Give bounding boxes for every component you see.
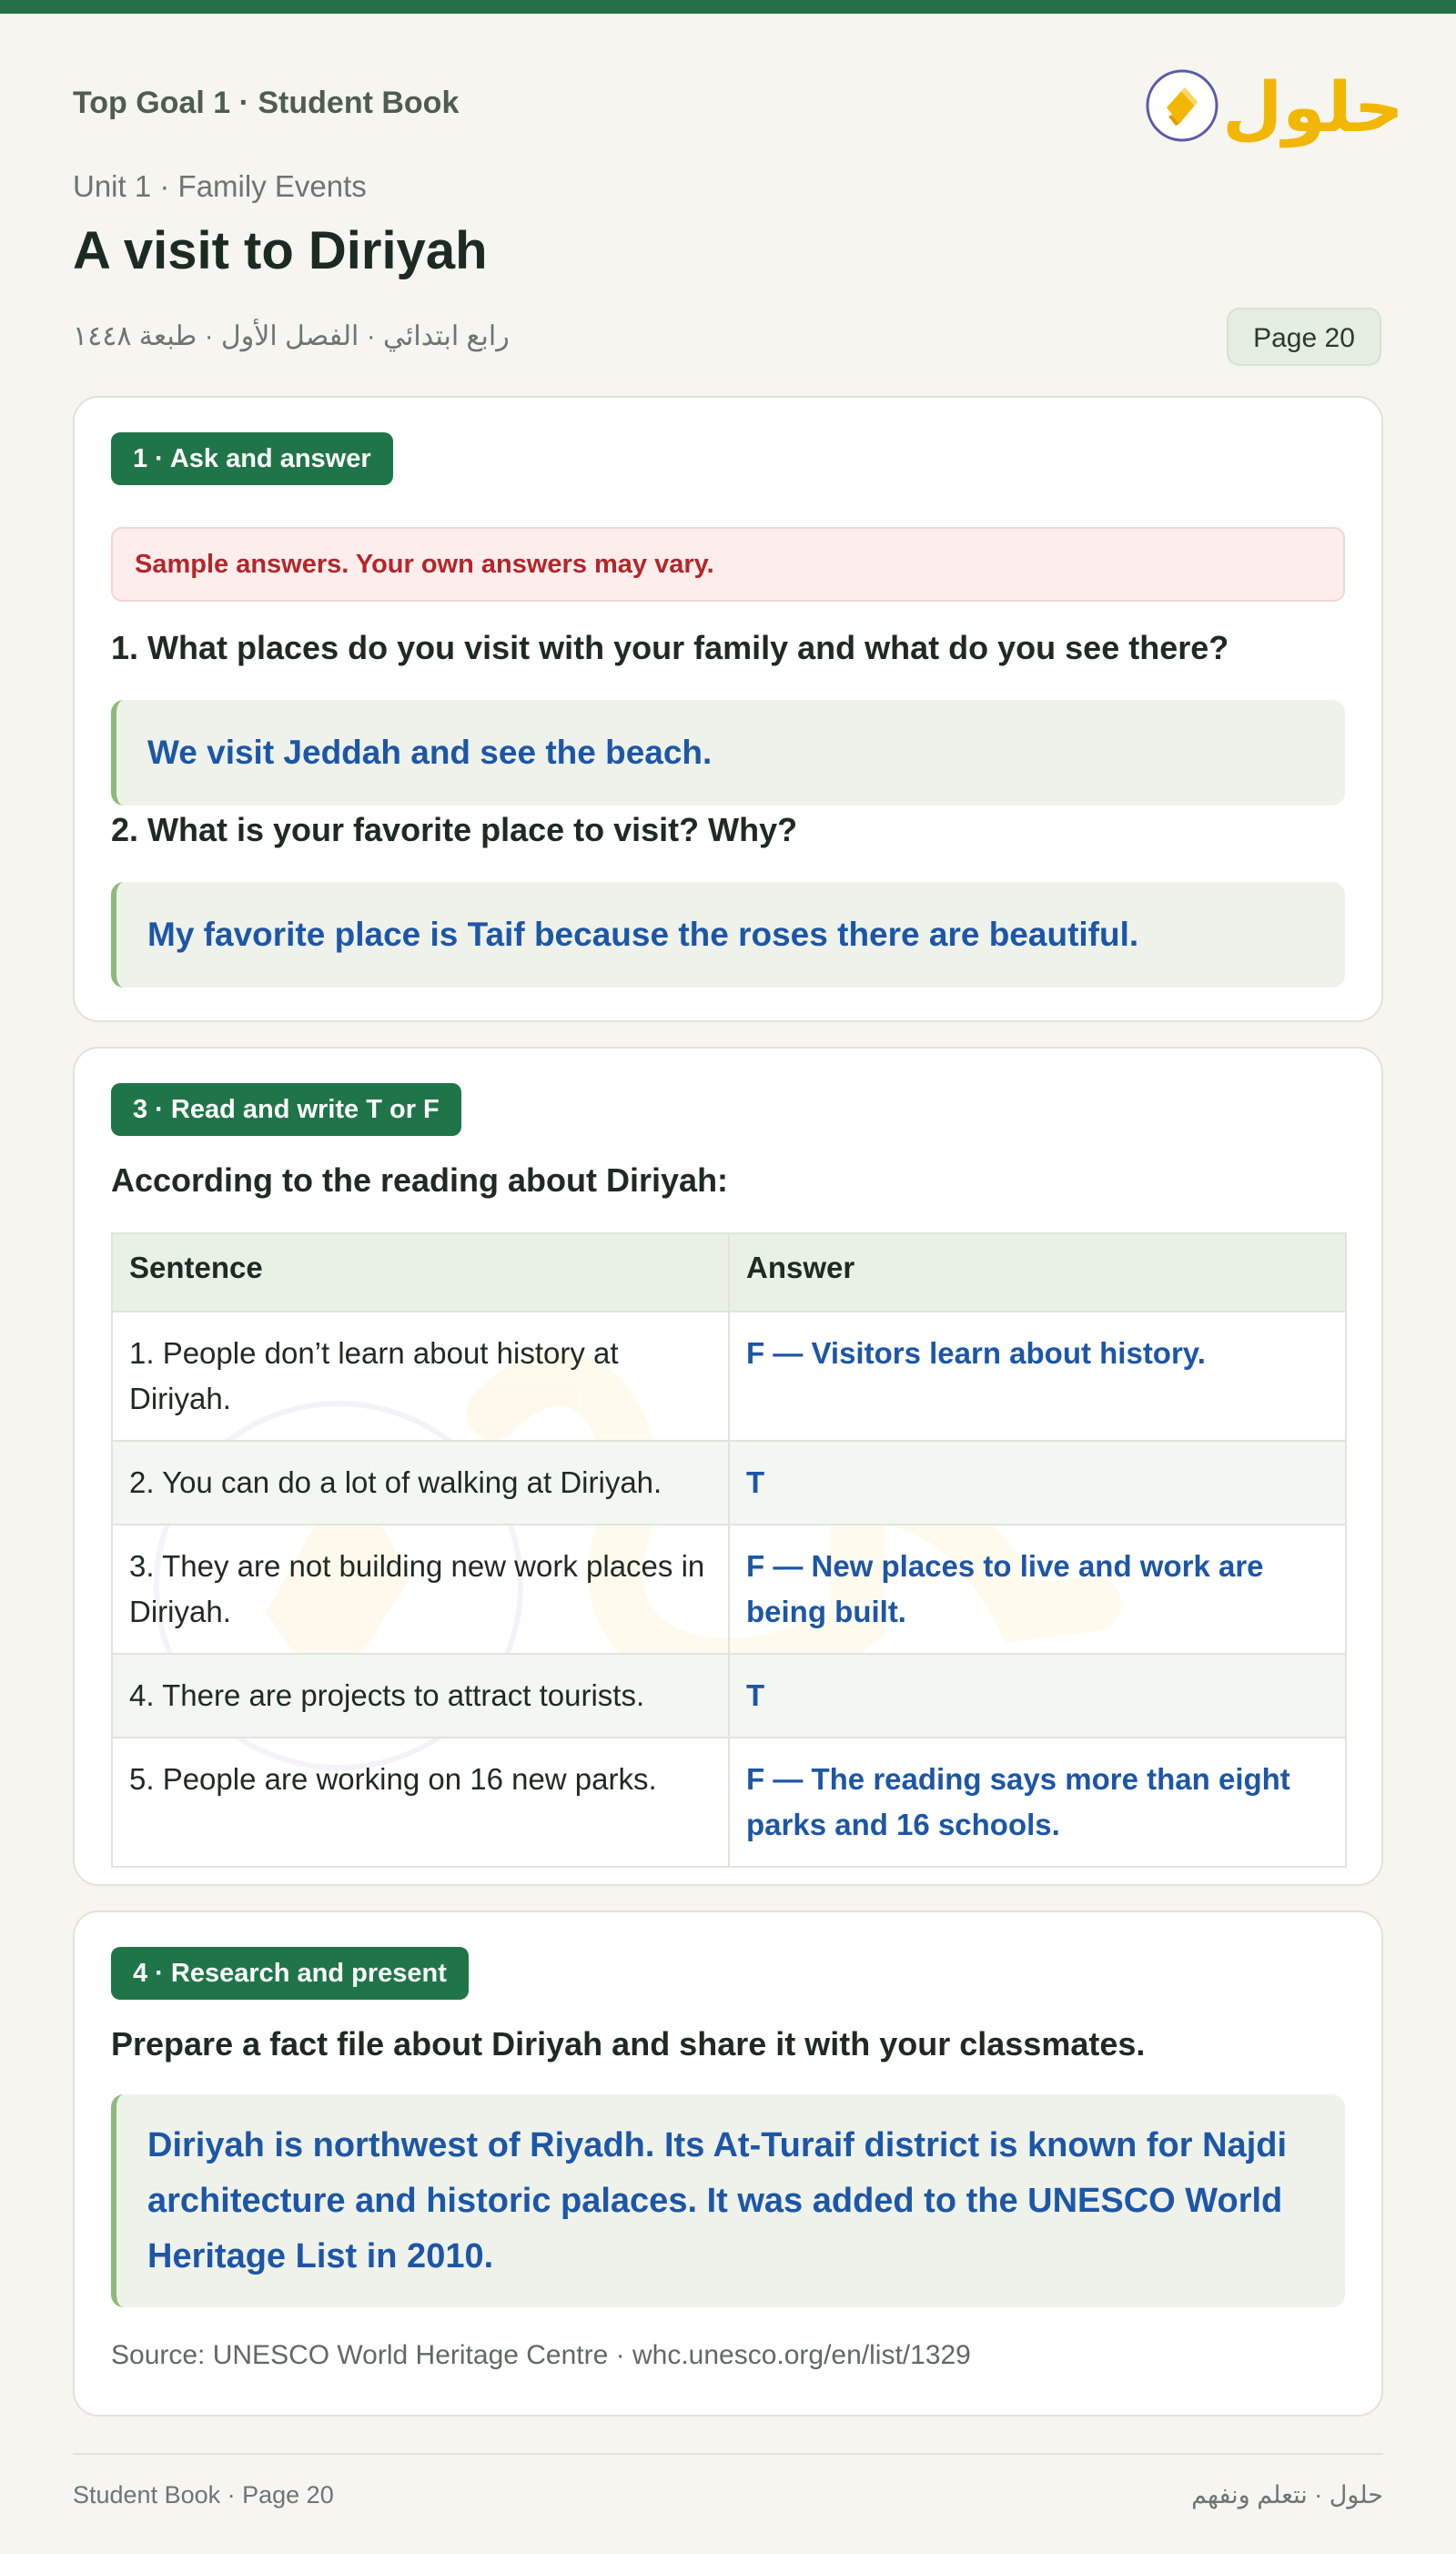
sentence-cell: 3. They are not building new work places in Diriyah. (112, 1525, 729, 1654)
source-citation: Source: UNESCO World Heritage Centre · whc.unesco.org/en/list/1329 (111, 2340, 971, 2370)
page-title: A visit to Diriyah (73, 221, 488, 280)
column-header-sentence: Sentence (112, 1233, 729, 1312)
research-prompt: Prepare a fact file about Diriyah and share it with your classmates. (111, 2025, 1146, 2062)
section-true-false (73, 1047, 1383, 1886)
answer-cell: F — New places to live and work are being built. (729, 1525, 1346, 1654)
footer-page-label: Student Book · Page 20 (73, 2481, 334, 2508)
sentence-cell: 1. People don’t learn about history at Diriyah. (112, 1312, 729, 1441)
table-row (112, 1525, 1346, 1654)
section-label: 3 · Read and write T or F (111, 1083, 461, 1136)
answer-cell: T (729, 1441, 1346, 1525)
answer-cell: T (729, 1654, 1346, 1738)
hulul-logo (1145, 60, 1404, 151)
answer-2: My favorite place is Taif because the roses there are beautiful. (111, 882, 1345, 988)
page-number-badge: Page 20 (1227, 308, 1381, 366)
fact-file-answer: Diriyah is northwest of Riyadh. Its At-Turaif district is known for Najdi architecture and historic palaces. It was added to the UNESCO World Heritage List in 2010. (111, 2094, 1345, 2307)
section-label: 4 · Research and present (111, 1947, 469, 2000)
true-false-table (111, 1232, 1347, 1868)
table-row (112, 1312, 1346, 1441)
section-research-and-present (73, 1910, 1383, 2417)
table-row (112, 1738, 1346, 1867)
sentence-cell: 5. People are working on 16 new parks. (112, 1738, 729, 1867)
answer-cell: F — Visitors learn about history. (729, 1312, 1346, 1441)
svg-text:حلول: حلول (1222, 66, 1404, 147)
unit-label: Unit 1 · Family Events (73, 169, 367, 203)
footer-brand-tagline: حلول · نتعلم ونفهم (1191, 2481, 1383, 2508)
book-title: Top Goal 1 · Student Book (73, 86, 460, 120)
table-header-row (112, 1233, 1346, 1312)
table-row (112, 1654, 1346, 1738)
table-row (112, 1441, 1346, 1525)
answer-1: We visit Jeddah and see the beach. (111, 700, 1345, 806)
sentence-cell: 4. There are projects to attract tourists. (112, 1654, 729, 1738)
answer-cell: F — The reading says more than eight parks and 16 schools. (729, 1738, 1346, 1867)
sample-answers-note: Sample answers. Your own answers may vary. (111, 527, 1345, 602)
sentence-cell: 2. You can do a lot of walking at Diriyah. (112, 1441, 729, 1525)
grade-meta-arabic: رابع ابتدائي · الفصل الأول · طبعة ١٤٤٨ (73, 321, 510, 351)
section-ask-and-answer (73, 396, 1383, 1022)
tf-prompt: According to the reading about Diriyah: (111, 1161, 729, 1199)
footer-divider (73, 2453, 1383, 2455)
top-accent-bar (0, 0, 1456, 14)
column-header-answer: Answer (729, 1233, 1346, 1312)
question-2: 2. What is your favorite place to visit? Why? (111, 811, 798, 848)
question-1: 1. What places do you visit with your family and what do you see there? (111, 629, 1229, 666)
section-label: 1 · Ask and answer (111, 432, 393, 485)
